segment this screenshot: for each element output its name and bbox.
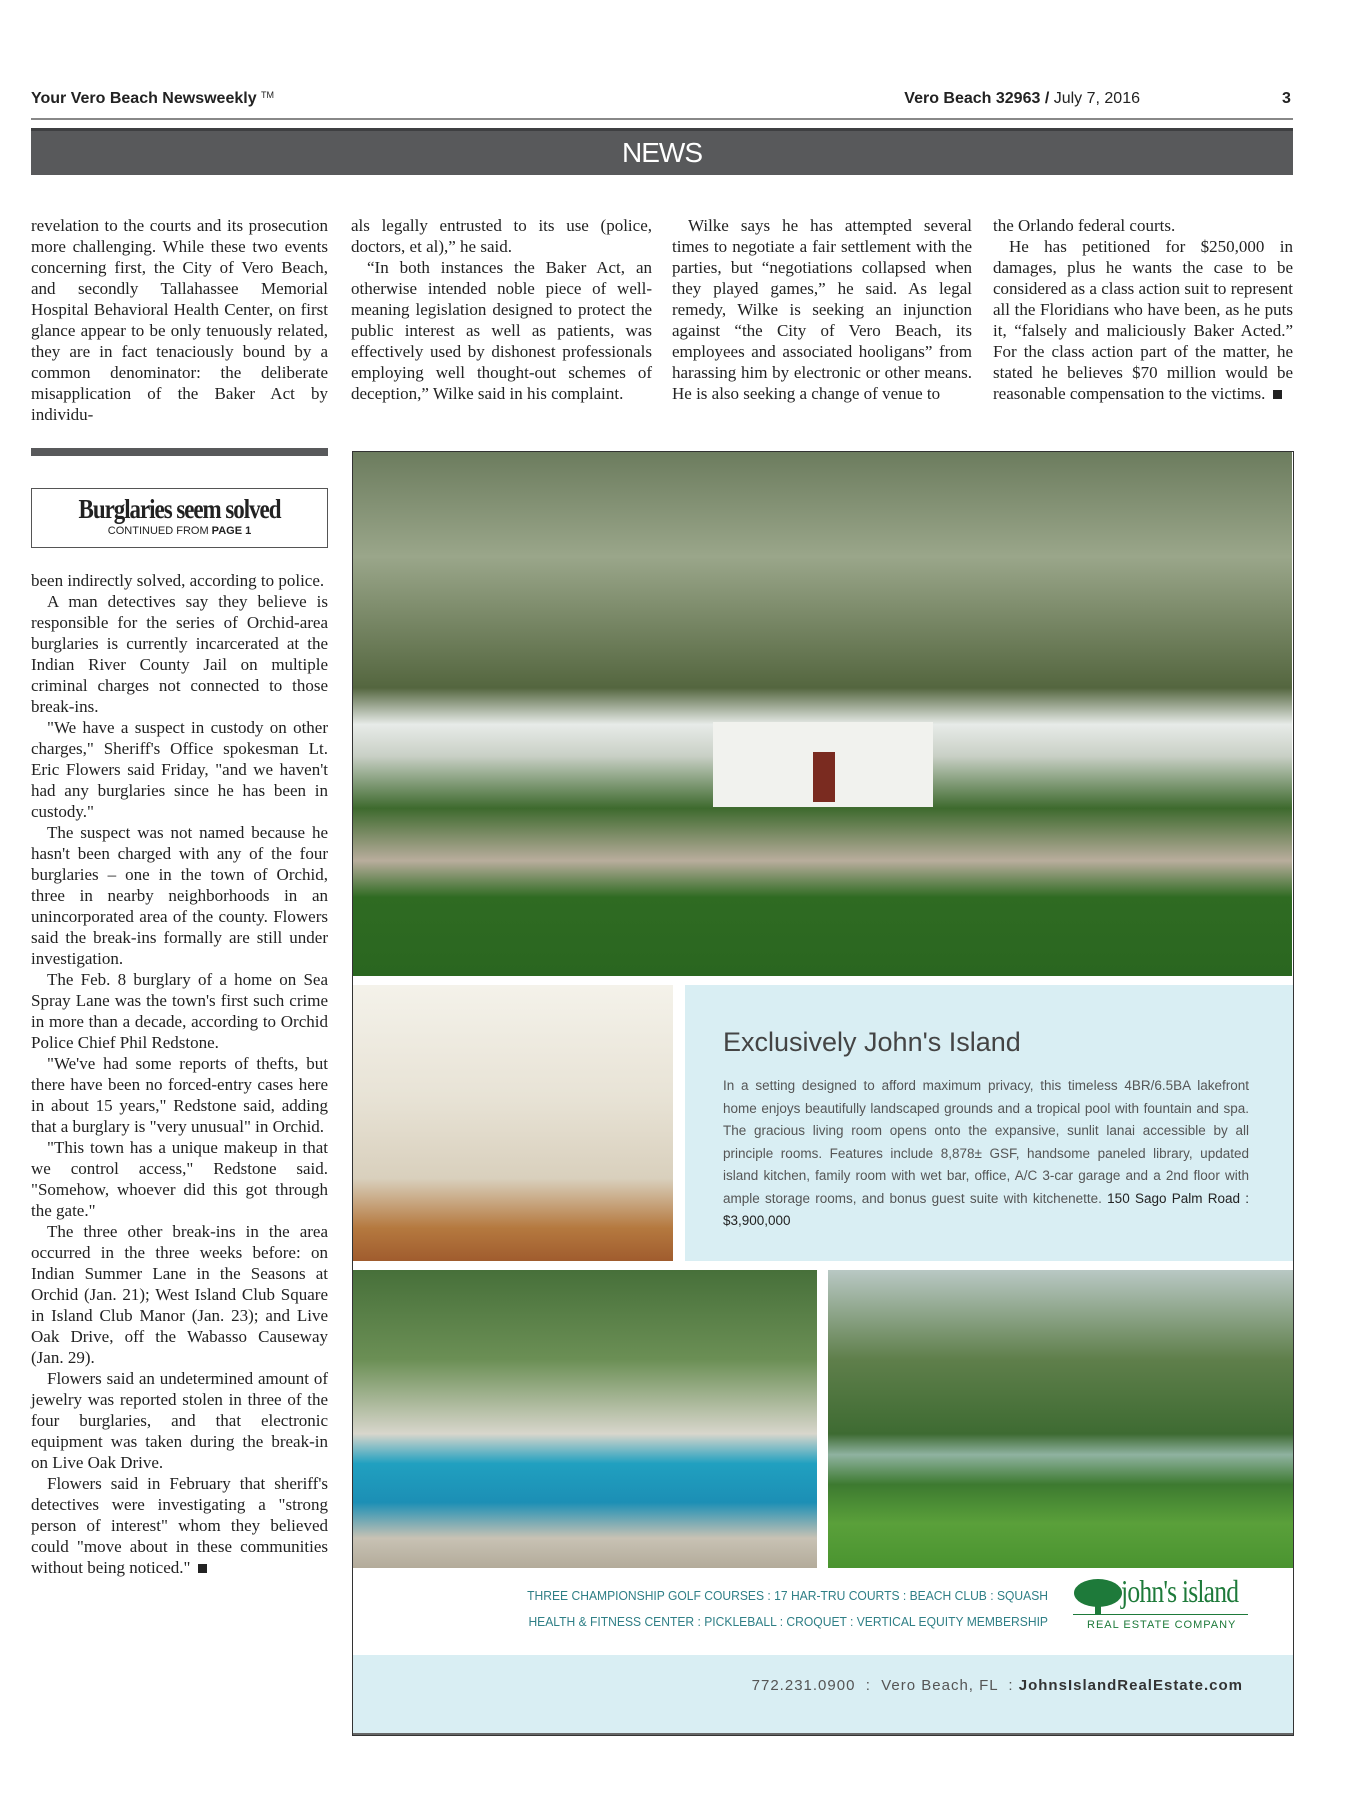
paragraph: The three other break-ins in the area occurred in the three weeks before: on Indian Summer Lane in the Seasons at Orchid (Jan. 21); West Island Club Square in Island Club Manor (Jan. 23); and Live Oak Drive, off the Wabasso Causeway (Jan. 29). [31,1222,328,1367]
amenities [353,1583,1048,1635]
paragraph: "We've had some reports of thefts, but there have been no forced-entry cases here in about 15 years," Redstone said, adding that a burglary is "very unusual" in Orchid. [31,1054,328,1136]
article-column-3 [672,215,972,404]
paragraph [31,1473,328,1578]
lake-photo [828,1270,1293,1568]
paragraph: als legally entrusted to its use (police, doctors, et al),” he said. [351,216,652,256]
article-column-4 [993,215,1293,404]
listing-headline: Exclusively John's Island [723,1027,1021,1057]
listing-panel [685,985,1293,1261]
issue-date: July 7, 2016 [1053,90,1140,107]
amenities-line-1: THREE CHAMPIONSHIP GOLF COURSES : 17 HAR-TRU COURTS : BEACH CLUB : SQUASH [527,1588,1048,1603]
contact-bar [353,1655,1293,1735]
logo-subtitle: REAL ESTATE COMPANY [1087,1619,1237,1631]
paragraph: "We have a suspect in custody on other charges," Sheriff's Office spokesman Lt. Eric Flowers said Friday, "and we haven't had any burglaries since he has been in custody." [31,718,328,821]
phone-location: 772.231.0900 : Vero Beach, FL : [751,1677,1019,1694]
listing-body: In a setting designed to afford maximum privacy, this timeless 4BR/6.5BA lakefront home enjoys beautifully landscaped grounds and a tropical pool with fountain and spa. The gracious living room opens onto the expansive, sunlit lanai accessible by all principle rooms. Features include 8,878± GSF, handsome paneled library, updated island kitchen, family room with wet bar, office, A/C 3-car garage and a 2nd floor with ample storage rooms, and bonus guest suite with kitchenette. [723,1078,1249,1206]
front-door [813,752,835,802]
end-mark-icon [198,1564,207,1573]
pool-photo [353,1270,817,1568]
edition [904,90,1140,108]
website-link[interactable]: JohnsIslandRealEstate.com [1018,1677,1243,1694]
paragraph: "This town has a unique makeup in that we control access," Redstone said. "Somehow, whoever did this got through the gate." [31,1138,328,1220]
kitchen-photo [353,985,673,1261]
paragraph: The Feb. 8 burglary of a home on Sea Spray Lane was the town's first such crime in more than a decade, according to Orchid Police Chief Phil Redstone. [31,970,328,1052]
story-headline-box [31,488,328,548]
article-column-2 [351,215,652,404]
oak-tree-icon [1073,1577,1123,1617]
section-divider [31,448,328,456]
paper-name [31,90,274,108]
paragraph: The suspect was not named because he hasn't been charged with any of the four burglaries – one in the town of Orchid, three in nearby neighborhoods in an unincorporated area of the county. Flowers said the break-ins formally are still under investigation. [31,823,328,968]
burglaries-story [31,570,328,1578]
header-rule [31,118,1293,120]
paragraph-text: Flowers said in February that sheriff's detectives were investigating a "strong person of interest" whom they believed could "move about in these communities without being noticed." [31,1474,328,1577]
paragraph: A man detectives say they believe is responsible for the series of Orchid-area burglaries is currently incarcerated at the Indian River County Jail on multiple criminal charges not connected to those break-ins. [31,592,328,716]
paragraph: the Orlando federal courts. [993,216,1176,235]
trademark: TM [261,90,275,100]
paragraph: Wilke says he has attempted several times to negotiate a fair settlement with the parties, but “negotiations collapsed when they played games,” he said. As legal remedy, Wilke is seeking an injunction against “the City of Vero Beach, its employees and associated hooligans” from harassing him by electronic or other means. He is also seeking a change of venue to [672,216,972,403]
continued-from [32,525,327,537]
page-number: 3 [1282,90,1291,107]
edition-label: Vero Beach 32963 / [904,90,1050,107]
paragraph: Flowers said an undetermined amount of jewelry was reported stolen in three of the four burglaries, and that electronic equipment was taken during the break-in on Live Oak Drive. [31,1369,328,1472]
johns-island-logo[interactable] [1073,1573,1253,1637]
real-estate-ad [352,451,1294,1736]
article-column-1 [31,215,328,425]
listing-description [723,1075,1249,1233]
logo-rule [1073,1614,1248,1615]
paragraph [993,236,1293,404]
section-banner: NEWS [31,128,1293,175]
paper-name-text: Your Vero Beach Newsweekly [31,90,257,107]
house-exterior-photo [353,452,1292,976]
story-headline: Burglaries seem solved [78,494,281,524]
paragraph: been indirectly solved, according to police. [31,571,325,590]
paragraph: “In both instances the Baker Act, an otherwise intended noble piece of well-meaning legislation designed to protect the public interest as well as patients, was effectively used by dishonest professionals employing well thought-out schemes of deception,” Wilke said in his complaint. [351,258,652,403]
continued-label: CONTINUED FROM [107,525,209,537]
continued-page[interactable]: PAGE 1 [211,525,252,537]
end-mark-icon [1273,390,1282,399]
paragraph: revelation to the courts and its prosecution more challenging. While these two events concerning first, the City of Vero Beach, and secondly Tallahassee Memorial Hospital Behavioral Health Center, on first glance appear to be only tenuously related, they are in fact tenaciously bound by a common denominator: the deliberate misapplication of the Baker Act by individu- [31,216,328,424]
logo-name: john's island [1121,1573,1239,1609]
contact-line [752,1677,1243,1694]
listing-address-price: 150 Sago Palm Road : $3,900,000 [723,1190,1249,1228]
amenities-line-2: HEALTH & FITNESS CENTER : PICKLEBALL : CROQUET : VERTICAL EQUITY MEMBERSHIP [528,1614,1048,1629]
paragraph-text: He has petitioned for $250,000 in damages, plus he wants the case to be considered as a class action suit to represent all the Floridians who have been, as he puts it, “falsely and maliciously Baker Acted.” For the class action part of the matter, he stated he believes $70 million would be reasonable compensation to the victims. [993,237,1293,403]
